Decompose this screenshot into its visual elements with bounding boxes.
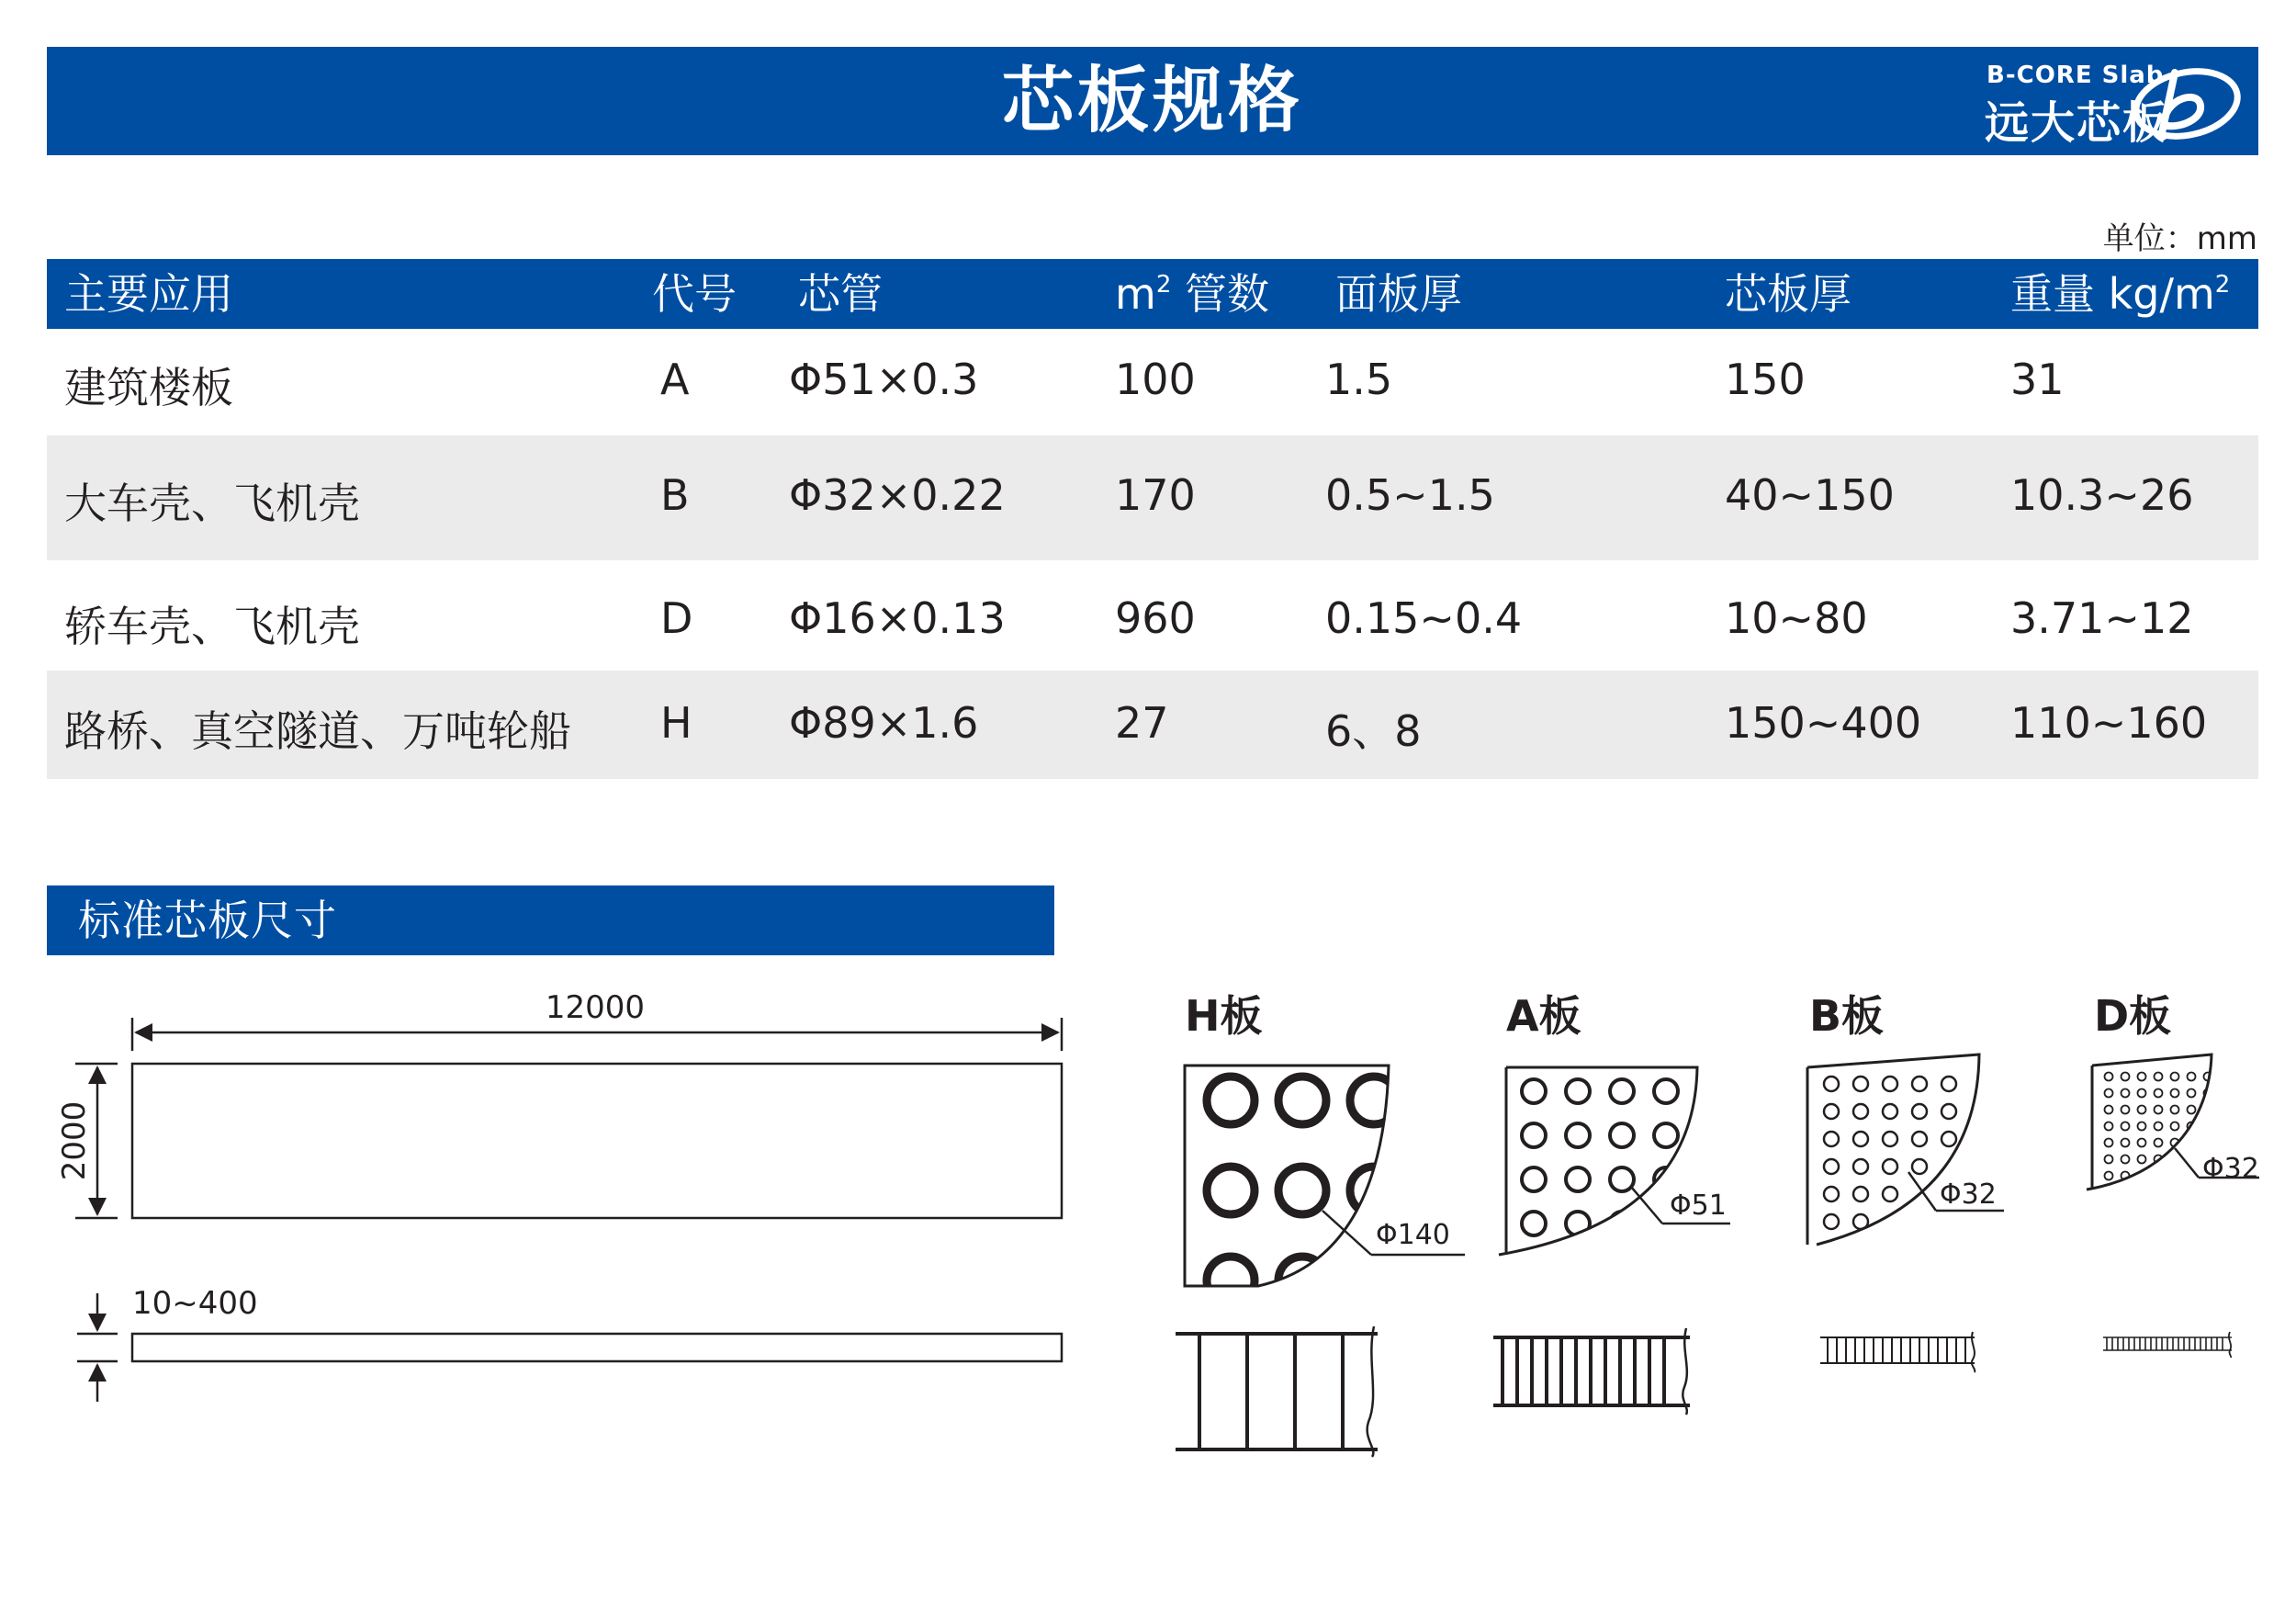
header-code: 代号 xyxy=(652,269,737,319)
header-face-thickness: 面板厚 xyxy=(1335,269,1462,319)
cell-face-thickness: 1.5 xyxy=(1325,355,1393,404)
page-title: 芯板规格 xyxy=(1001,60,1303,142)
thickness-label: 10~400 xyxy=(132,1285,258,1322)
b-panel-title: B板 xyxy=(1809,991,1885,1041)
cell-core-tube: Φ51×0.3 xyxy=(789,355,979,404)
cell-core-thickness: 150 xyxy=(1725,355,1806,404)
cell-weight: 110~160 xyxy=(2010,698,2208,748)
cell-core-tube: Φ32×0.22 xyxy=(789,470,1006,520)
width-label: 2000 xyxy=(56,1100,93,1181)
cell-application: 建筑楼板 xyxy=(64,363,233,412)
a-panel-drawing xyxy=(1493,1067,1730,1415)
cell-core-tube: Φ16×0.13 xyxy=(789,593,1006,643)
h-panel-diameter-label: Φ140 xyxy=(1376,1219,1450,1251)
header-core-tube: 芯管 xyxy=(798,269,883,319)
brand-name-en: B-CORE Slab xyxy=(1986,62,2165,89)
header-tube-count-prefix: m xyxy=(1115,269,1156,319)
cell-core-thickness: 40~150 xyxy=(1725,470,1895,520)
cell-application: 路桥、真空隧道、万吨轮船 xyxy=(64,706,571,756)
a-panel-diameter-label: Φ51 xyxy=(1670,1190,1727,1222)
cell-core-tube: Φ89×1.6 xyxy=(789,698,979,748)
b-panel-diameter-label: Φ32 xyxy=(1940,1179,1997,1211)
cell-weight: 10.3~26 xyxy=(2010,470,2194,520)
section-title: 标准芯板尺寸 xyxy=(78,896,337,945)
h-panel-drawing xyxy=(1176,1066,1465,1457)
length-label: 12000 xyxy=(545,989,646,1026)
header-weight-sup: 2 xyxy=(2214,271,2231,299)
a-panel-title: A板 xyxy=(1506,991,1581,1041)
d-panel-title: D板 xyxy=(2094,991,2172,1041)
panel-section-rect xyxy=(132,1334,1062,1361)
header-application: 主要应用 xyxy=(64,269,233,319)
cell-code: B xyxy=(660,470,690,520)
cell-face-thickness: 0.5~1.5 xyxy=(1325,470,1495,520)
h-panel-title: H板 xyxy=(1185,991,1263,1041)
cell-tube-count: 960 xyxy=(1115,593,1196,643)
cell-application: 大车壳、飞机壳 xyxy=(64,479,360,528)
cell-code: A xyxy=(660,355,690,404)
panel-plan-rect xyxy=(132,1064,1062,1218)
cell-weight: 31 xyxy=(2010,355,2065,404)
d-panel-drawing xyxy=(2087,1054,2259,1358)
cell-core-thickness: 10~80 xyxy=(1725,593,1868,643)
cell-face-thickness: 6、8 xyxy=(1325,706,1422,756)
cell-code: D xyxy=(660,593,693,643)
standard-size-drawing xyxy=(75,1018,1062,1402)
header-tube-count-suffix: 管数 xyxy=(1171,269,1269,319)
cell-tube-count: 27 xyxy=(1115,698,1169,748)
cell-weight: 3.71~12 xyxy=(2010,593,2194,643)
header-core-thickness: 芯板厚 xyxy=(1725,269,1851,319)
brand-name-cn: 远大芯板 xyxy=(1985,97,2169,149)
header-weight-prefix: 重量 kg/m xyxy=(2010,269,2215,319)
cell-core-thickness: 150~400 xyxy=(1725,698,1922,748)
cell-application: 轿车壳、飞机壳 xyxy=(64,602,360,651)
b-panel-drawing xyxy=(1807,1054,2004,1372)
unit-label: 单位：mm xyxy=(2102,220,2257,257)
header-tube-count-sup: 2 xyxy=(1155,271,1172,299)
d-panel-diameter-label: Φ32 xyxy=(2202,1153,2259,1185)
cell-face-thickness: 0.15~0.4 xyxy=(1325,593,1523,643)
cell-code: H xyxy=(660,698,692,748)
cell-tube-count: 170 xyxy=(1115,470,1196,520)
cell-tube-count: 100 xyxy=(1115,355,1196,404)
